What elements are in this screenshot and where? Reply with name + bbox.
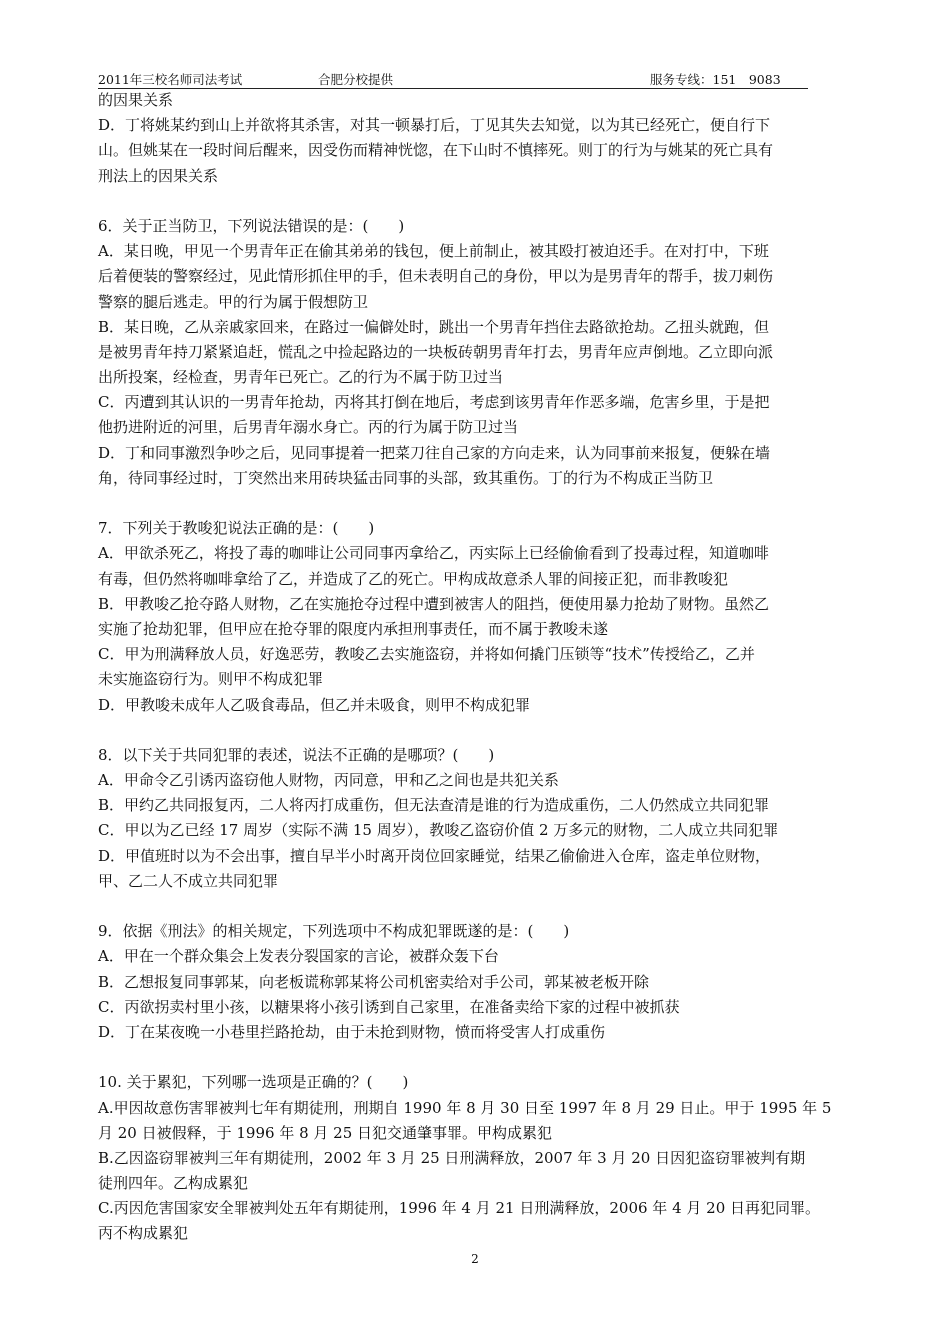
paragraph-gap: [98, 718, 858, 743]
text-line: 甲、乙二人不成立共同犯罪: [98, 871, 279, 890]
text-line: 是被男青年持刀紧紧追赶，慌乱之中捡起路边的一块板砖朝男青年打去，男青年应声倒地。乙立即向派: [98, 342, 774, 361]
text-line: 6．关于正当防卫，下列说法错误的是：( ): [98, 216, 405, 235]
question-block: [98, 516, 858, 718]
text-line: B.乙因盗窃罪被判三年有期徒刑，2002 年 3 月 25 日刑满释放，2007 年 3 月 20 日因犯盗窃罪被判有期: [98, 1148, 806, 1167]
text-line: 丙不构成累犯: [98, 1224, 189, 1243]
text-line: C.丙因危害国家安全罪被判处五年有期徒刑，1996 年 4 月 21 日刑满释放，2006 年 4 月 20 日再犯同罪。: [98, 1199, 821, 1218]
document-body: [98, 88, 858, 1247]
question-block: [98, 743, 858, 894]
text-line: 警察的腿后逃走。甲的行为属于假想防卫: [98, 292, 369, 311]
text-line: C．丙欲拐卖村里小孩，以糖果将小孩引诱到自己家里，在准备卖给下家的过程中被抓获: [98, 997, 680, 1016]
text-line: D．甲教唆未成年人乙吸食毒品，但乙并未吸食，则甲不构成犯罪: [98, 695, 531, 714]
text-line: 8．以下关于共同犯罪的表述，说法不正确的是哪项？( ): [98, 745, 495, 764]
text-line: 后着便装的警察经过，见此情形抓住甲的手，但未表明自己的身份，甲以为是男青年的帮手，拔刀刺伤: [98, 267, 774, 286]
text-line: 有毒，但仍然将咖啡拿给了乙，并造成了乙的死亡。甲构成故意杀人罪的间接正犯，而非教唆犯: [98, 569, 729, 588]
text-line: 他扔进附近的河里，后男青年溺水身亡。丙的行为属于防卫过当: [98, 418, 519, 437]
page-number: 2: [471, 1252, 479, 1266]
text-line: 10. 关于累犯，下列哪一选项是正确的？( ): [98, 1073, 409, 1092]
paragraph-gap: [98, 491, 858, 516]
text-line: C．甲以为乙已经 17 周岁（实际不满 15 周岁），教唆乙盗窃价值 2 万多元的财物，二人成立共同犯罪: [98, 821, 779, 840]
text-line: 7．下列关于教唆犯说法正确的是：( ): [98, 519, 375, 538]
paragraph-gap: [98, 894, 858, 919]
question-block: [98, 214, 858, 491]
page-header: [98, 70, 808, 89]
question-block: [98, 919, 858, 1045]
text-line: 出所投案，经检查，男青年已死亡。乙的行为不属于防卫过当: [98, 368, 504, 387]
text-line: A．甲命令乙引诱丙盗窃他人财物，丙同意，甲和乙之间也是共犯关系: [98, 771, 559, 790]
text-line: A．甲在一个群众集会上发表分裂国家的言论，被群众轰下台: [98, 947, 499, 966]
text-line: 山。但姚某在一段时间后醒来，因受伤而精神恍惚，在下山时不慎摔死。则丁的行为与姚某的死亡具有: [98, 141, 774, 160]
text-line: 实施了抢劫犯罪，但甲应在抢夺罪的限度内承担刑事责任，而不属于教唆未遂: [98, 619, 609, 638]
text-line: D．丁在某夜晚一小巷里拦路抢劫，由于未抢到财物，愤而将受害人打成重伤: [98, 1022, 606, 1041]
continued-option-block: [98, 88, 858, 189]
header-provider: 合肥分校提供: [318, 72, 394, 87]
text-line: A．甲欲杀死乙，将投了毒的咖啡让公司同事丙拿给乙，丙实际上已经偷偷看到了投毒过程，知道咖啡: [98, 544, 769, 563]
text-line: 角，待同事经过时，丁突然出来用砖块猛击同事的头部，致其重伤。丁的行为不构成正当防卫: [98, 468, 714, 487]
header-exam-title: 2011年三校名师司法考试: [98, 72, 243, 87]
text-line: C．丙遭到其认识的一男青年抢劫，丙将其打倒在地后，考虑到该男青年作恶多端，危害乡里，于是把: [98, 393, 770, 412]
text-line: 的因果关系: [98, 91, 174, 109]
text-line: 9．依据《刑法》的相关规定，下列选项中不构成犯罪既遂的是：( ): [98, 922, 570, 941]
paragraph-gap: [98, 1045, 858, 1070]
text-line: A．某日晚，甲见一个男青年正在偷其弟弟的钱包，便上前制止，被其殴打被迫还手。在对打中，下班: [98, 242, 769, 261]
question-block: [98, 1070, 858, 1246]
text-line: D．甲值班时以为不会出事，擅自早半小时离开岗位回家睡觉，结果乙偷偷进入仓库，盗走单位财物，: [98, 846, 771, 865]
text-line: D．丁将姚某约到山上并欲将其杀害，对其一顿暴打后，丁见其失去知觉，以为其已经死亡，便自行下: [98, 116, 771, 135]
text-line: D．丁和同事激烈争吵之后，见同事提着一把菜刀往自己家的方向走来，认为同事前来报复，便躲在墙: [98, 443, 771, 462]
text-line: 徒刑四年。乙构成累犯: [98, 1174, 249, 1193]
text-line: C．甲为刑满释放人员，好逸恶劳，教唆乙去实施盗窃，并将如何撬门压锁等“技术”传授给乙，乙并: [98, 645, 755, 664]
text-line: B．乙想报复同事郭某，向老板谎称郭某将公司机密卖给对手公司，郭某被老板开除: [98, 972, 650, 991]
text-line: B．甲约乙共同报复丙，二人将丙打成重伤，但无法查清是谁的行为造成重伤，二人仍然成立共同犯罪: [98, 796, 770, 815]
text-line: 未实施盗窃行为。则甲不构成犯罪: [98, 670, 324, 689]
paragraph-gap: [98, 189, 858, 214]
header-service-line: 服务专线：151 9083: [650, 72, 781, 87]
text-line: 月 20 日被假释，于 1996 年 8 月 25 日犯交通肇事罪。甲构成累犯: [98, 1123, 553, 1142]
text-line: 刑法上的因果关系: [98, 166, 219, 185]
text-line: B．甲教唆乙抢夺路人财物，乙在实施抢夺过程中遭到被害人的阻挡，便使用暴力抢劫了财物。虽然乙: [98, 594, 770, 613]
text-line: B．某日晚，乙从亲戚家回来，在路过一偏僻处时，跳出一个男青年挡住去路欲抢劫。乙扭头就跑，但: [98, 317, 770, 336]
text-line: A.甲因故意伤害罪被判七年有期徒刑，刑期自 1990 年 8 月 30 日至 1997 年 8 月 29 日止。甲于 1995 年 5: [98, 1098, 832, 1117]
